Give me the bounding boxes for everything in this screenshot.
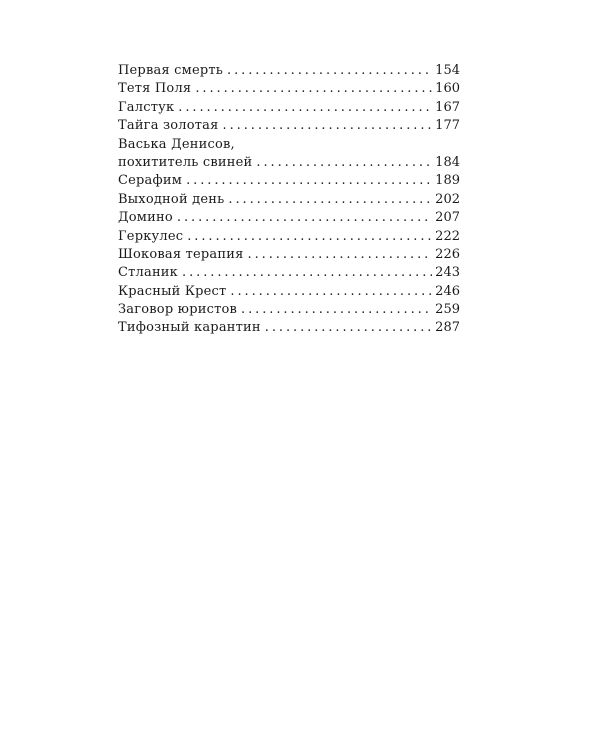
toc-entry-title: Серафим xyxy=(118,173,183,189)
table-of-contents xyxy=(118,62,460,338)
toc-entry xyxy=(118,264,460,282)
toc-entry-page: 189 xyxy=(435,173,460,189)
toc-entry-page: 184 xyxy=(435,154,460,170)
dot-leader xyxy=(241,301,432,319)
dot-leader xyxy=(230,283,432,301)
dot-leader xyxy=(177,209,432,227)
toc-entry xyxy=(118,209,460,227)
dot-leader xyxy=(178,99,432,117)
toc-entry xyxy=(118,191,460,209)
dot-leader xyxy=(186,172,432,190)
toc-entry xyxy=(118,99,460,117)
dot-leader xyxy=(223,117,433,135)
dot-leader xyxy=(195,80,432,98)
toc-entry xyxy=(118,117,460,135)
toc-entry-title: Шоковая терапия xyxy=(118,246,244,262)
dot-leader xyxy=(227,62,432,80)
toc-entry-title: Тетя Поля xyxy=(118,81,192,97)
toc-entry-title: Тифозный карантин xyxy=(118,320,261,336)
toc-entry-page: 160 xyxy=(435,81,460,97)
toc-entry-title-line1: Васька Денисов, xyxy=(118,136,235,152)
toc-entry-title: Стланик xyxy=(118,265,179,281)
dot-leader xyxy=(228,191,432,209)
toc-entry xyxy=(118,62,460,80)
toc-entry xyxy=(118,246,460,264)
toc-entry-page: 167 xyxy=(435,99,460,115)
toc-entry-page: 226 xyxy=(435,246,460,262)
toc-entry xyxy=(118,301,460,319)
dot-leader xyxy=(256,154,432,172)
toc-entry-title: Первая смерть xyxy=(118,62,224,78)
toc-entry xyxy=(118,319,460,337)
toc-entry-page: 259 xyxy=(435,302,460,318)
toc-entry xyxy=(118,136,460,173)
toc-entry-page: 287 xyxy=(435,320,460,336)
toc-entry-title: Красный Крест xyxy=(118,283,227,299)
toc-entry-page: 243 xyxy=(435,265,460,281)
toc-entry-title: Домино xyxy=(118,210,173,226)
toc-entry-title: Тайга золотая xyxy=(118,118,219,134)
toc-entry-page: 222 xyxy=(435,228,460,244)
toc-entry-title-line2: похититель свиней xyxy=(118,154,253,170)
toc-entry xyxy=(118,172,460,190)
toc-entry-page: 202 xyxy=(435,191,460,207)
dot-leader xyxy=(265,319,432,337)
toc-entry-title: Галстук xyxy=(118,99,175,115)
dot-leader xyxy=(248,246,433,264)
toc-entry-title: Геркулес xyxy=(118,228,184,244)
toc-entry xyxy=(118,283,460,301)
toc-entry-page: 246 xyxy=(435,283,460,299)
toc-entry xyxy=(118,228,460,246)
dot-leader xyxy=(187,228,432,246)
toc-entry xyxy=(118,80,460,98)
toc-entry-page: 177 xyxy=(435,118,460,134)
toc-entry-page: 154 xyxy=(435,62,460,78)
toc-entry-title: Выходной день xyxy=(118,191,225,207)
dot-leader xyxy=(182,264,432,282)
toc-entry-page: 207 xyxy=(435,210,460,226)
toc-entry-title: Заговор юристов xyxy=(118,302,238,318)
